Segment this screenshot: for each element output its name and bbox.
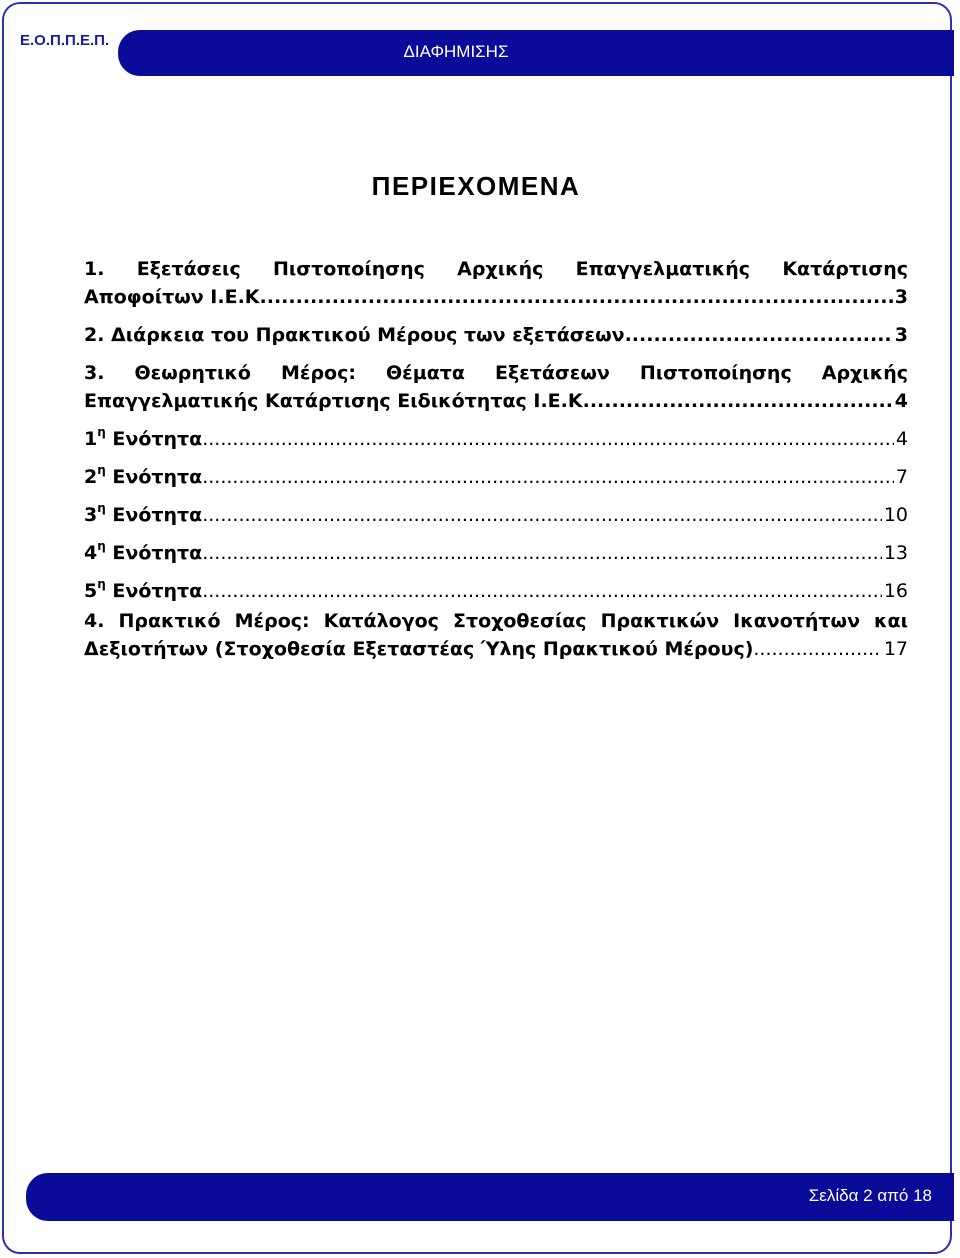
toc-entry-2[interactable] <box>84 321 908 349</box>
unit-ordinal: η <box>97 501 106 515</box>
dot-leader <box>625 321 893 349</box>
toc-unit-3[interactable] <box>84 501 908 529</box>
footer-bar <box>26 1173 954 1221</box>
dot-leader <box>202 463 894 491</box>
toc-unit-2[interactable] <box>84 463 908 491</box>
toc-entry-4-line1: 4. Πρακτικό Μέρος: Κατάλογος Στοχοθεσίας Πρακτικών Ικανοτήτων και <box>84 610 908 632</box>
dot-leader <box>202 539 882 567</box>
toc-entry-1-page: 3 <box>894 286 908 308</box>
toc-entry-3-line1: 3. Θεωρητικό Μέρος: Θέματα Εξετάσεων Πιστοποίησης Αρχικής <box>84 362 908 384</box>
unit-label: Ενότητα <box>112 504 203 526</box>
unit-label: Ενότητα <box>112 466 203 488</box>
toc-entry-2-page: 3 <box>894 324 908 346</box>
unit-label: Ενότητα <box>112 542 203 564</box>
dot-leader <box>753 635 881 663</box>
dot-leader <box>202 425 894 453</box>
unit-page: 4 <box>895 428 908 450</box>
unit-label: Ενότητα <box>112 580 203 602</box>
toc-unit-5[interactable] <box>84 577 908 605</box>
unit-label: Ενότητα <box>112 428 203 450</box>
unit-page: 16 <box>883 580 908 602</box>
toc-entry-3-line2: Επαγγελματικής Κατάρτισης Ειδικότητας Ι.Ε.Κ. <box>84 390 590 412</box>
toc-entry-2-title: 2. Διάρκεια του Πρακτικού Μέρους των εξετάσεων <box>84 324 625 346</box>
dot-leader <box>202 577 882 605</box>
toc-entry-1[interactable] <box>84 255 908 311</box>
unit-ordinal: η <box>97 539 106 553</box>
toc-entry-1-line2: Αποφοίτων Ι.Ε.Κ. <box>84 286 267 308</box>
table-of-contents <box>84 255 908 663</box>
toc-unit-1[interactable] <box>84 425 908 453</box>
toc-unit-4[interactable] <box>84 539 908 567</box>
toc-entry-1-line1: 1. Εξετάσεις Πιστοποίησης Αρχικής Επαγγελματικής Κατάρτισης <box>84 258 908 280</box>
unit-number: 3 <box>84 504 98 526</box>
dot-leader <box>202 501 882 529</box>
unit-number: 1 <box>84 428 98 450</box>
page-number: Σελίδα 2 από 18 <box>808 1186 932 1205</box>
unit-number: 4 <box>84 542 98 564</box>
toc-entry-4-line2: Δεξιοτήτων (Στοχοθεσία Εξεταστέας Ύλης Πρακτικού Μέρους) <box>84 638 754 660</box>
toc-entry-3-page: 4 <box>894 390 908 412</box>
header-bar <box>118 30 954 76</box>
toc-title: ΠΕΡΙΕΧΟΜΕΝΑ <box>371 171 581 201</box>
toc-entry-3[interactable] <box>84 359 908 415</box>
header-title: ΔΙΑΦΗΜΙΣΗΣ <box>403 42 509 61</box>
header-organization: Ε.Ο.Π.Π.Ε.Π. <box>20 32 110 49</box>
toc-entry-4[interactable] <box>84 607 908 663</box>
unit-number: 5 <box>84 580 98 602</box>
unit-page: 10 <box>883 504 908 526</box>
unit-page: 7 <box>895 466 908 488</box>
unit-page: 13 <box>883 542 908 564</box>
unit-ordinal: η <box>97 425 106 439</box>
dot-leader <box>590 387 893 415</box>
unit-number: 2 <box>84 466 98 488</box>
dot-leader <box>267 283 893 311</box>
unit-ordinal: η <box>97 577 106 591</box>
toc-entry-4-page: 17 <box>883 638 908 660</box>
unit-ordinal: η <box>97 463 106 477</box>
